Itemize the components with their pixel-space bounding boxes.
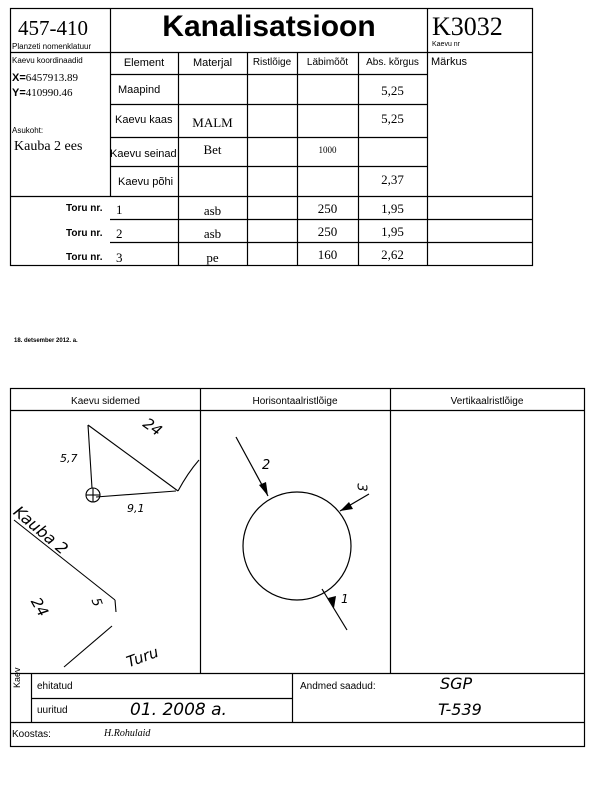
sidemed-street-turu: Turu <box>123 642 161 672</box>
pipe-label-sketch-3: 3 <box>353 483 369 492</box>
sidemed-dist-9-1: 9,1 <box>127 502 145 515</box>
row-height-maapind: 5,25 <box>381 83 404 98</box>
y-prefix: Y= <box>12 87 26 99</box>
pipe-height-3: 2,62 <box>381 247 404 262</box>
data-source-value-2: T-539 <box>438 700 482 719</box>
header-diameter: Läbimõõt <box>306 57 349 68</box>
row-material-seinad: Bet <box>203 142 222 157</box>
pipe-number-2: 2 <box>116 226 123 241</box>
header-height: Abs. kõrgus <box>366 57 419 68</box>
x-value: 6457913.89 <box>25 72 79 84</box>
sidemed-dist-5: 5 <box>87 596 105 609</box>
pipe-number-3: 3 <box>116 250 123 265</box>
pipe-label-3: Toru nr. <box>66 252 103 263</box>
y-value: 410990.46 <box>25 87 73 99</box>
row-element-kaas: Kaevu kaas <box>115 114 173 126</box>
row-material-kaas: MALM <box>192 115 233 130</box>
pipe-material-1: asb <box>203 203 222 218</box>
nomenclature-label: Planzeti nomenklatuur <box>12 42 92 51</box>
date-note: 18. detsember 2012. a. <box>14 338 78 344</box>
x-prefix: X= <box>12 72 26 84</box>
header-element: Element <box>123 57 165 69</box>
nomenclature-number: 457-410 <box>18 16 88 40</box>
pipe-label-2: Toru nr. <box>66 228 103 239</box>
pipe-height-2: 1,95 <box>381 224 404 239</box>
row-height-pohi: 2,37 <box>381 172 404 187</box>
row-element-seinad: Kaevu seinad <box>110 148 177 160</box>
pipe-height-1: 1,95 <box>381 201 404 216</box>
arrow-3 <box>340 502 353 511</box>
location-label: Asukoht: <box>12 126 44 135</box>
data-source-label: Andmed saadud: <box>300 681 376 692</box>
pipe-diameter-2: 250 <box>317 224 338 239</box>
header-section: Ristlõige <box>252 57 292 68</box>
sidemed-dist-24-top: 24 <box>139 414 166 440</box>
vertical-title: Vertikaalristlõige <box>450 396 524 407</box>
row-element-maapind: Maapind <box>118 84 161 96</box>
compiled-label: Koostas: <box>12 729 51 740</box>
sidemed-title: Kaevu sidemed <box>71 396 140 407</box>
sidemed-sketch <box>14 425 199 667</box>
well-number: K3032 <box>432 12 503 41</box>
pipe-number-1: 1 <box>116 202 123 217</box>
horizontal-title: Horisontaalristlõige <box>252 396 338 407</box>
arrow-2 <box>259 482 268 496</box>
row-diameter-seinad: 1000 <box>318 145 337 155</box>
data-source-value-1: SGP <box>440 674 473 693</box>
horizontal-section <box>236 437 369 630</box>
compiled-value: H.Rohulaid <box>104 728 151 739</box>
coordinates-label: Kaevu koordinaadid <box>12 56 83 65</box>
header-material: Materjal <box>192 57 233 69</box>
pipe-arrows <box>259 482 353 608</box>
examined-value: 01. 2008 a. <box>130 700 227 720</box>
page-title: Kanalisatsioon <box>162 10 376 43</box>
pipe-material-3: pe <box>206 250 219 265</box>
pipe-diameter-1: 250 <box>317 201 338 216</box>
pipe-label-sketch-1: 1 <box>341 592 349 606</box>
header-notes: Märkus <box>431 56 468 68</box>
row-element-pohi: Kaevu põhi <box>118 176 174 188</box>
pipe-label-1: Toru nr. <box>66 203 103 214</box>
well-number-label: Kaevu nr <box>432 41 461 48</box>
pipe-diameter-3: 160 <box>317 247 338 262</box>
side-label-kaev: Kaev <box>12 667 22 688</box>
built-label: ehitatud <box>37 681 73 692</box>
location-value: Kauba 2 ees <box>14 139 83 154</box>
sidemed-street-kauba: Kauba 2 <box>9 502 72 559</box>
row-height-kaas: 5,25 <box>381 111 404 126</box>
pipe-material-2: asb <box>203 226 222 241</box>
sidemed-dist-24-bottom: 24 <box>26 594 53 620</box>
examined-label: uuritud <box>37 705 68 716</box>
sidemed-dist-5-7: 5,7 <box>60 452 78 465</box>
pipe-label-sketch-2: 2 <box>262 458 271 473</box>
